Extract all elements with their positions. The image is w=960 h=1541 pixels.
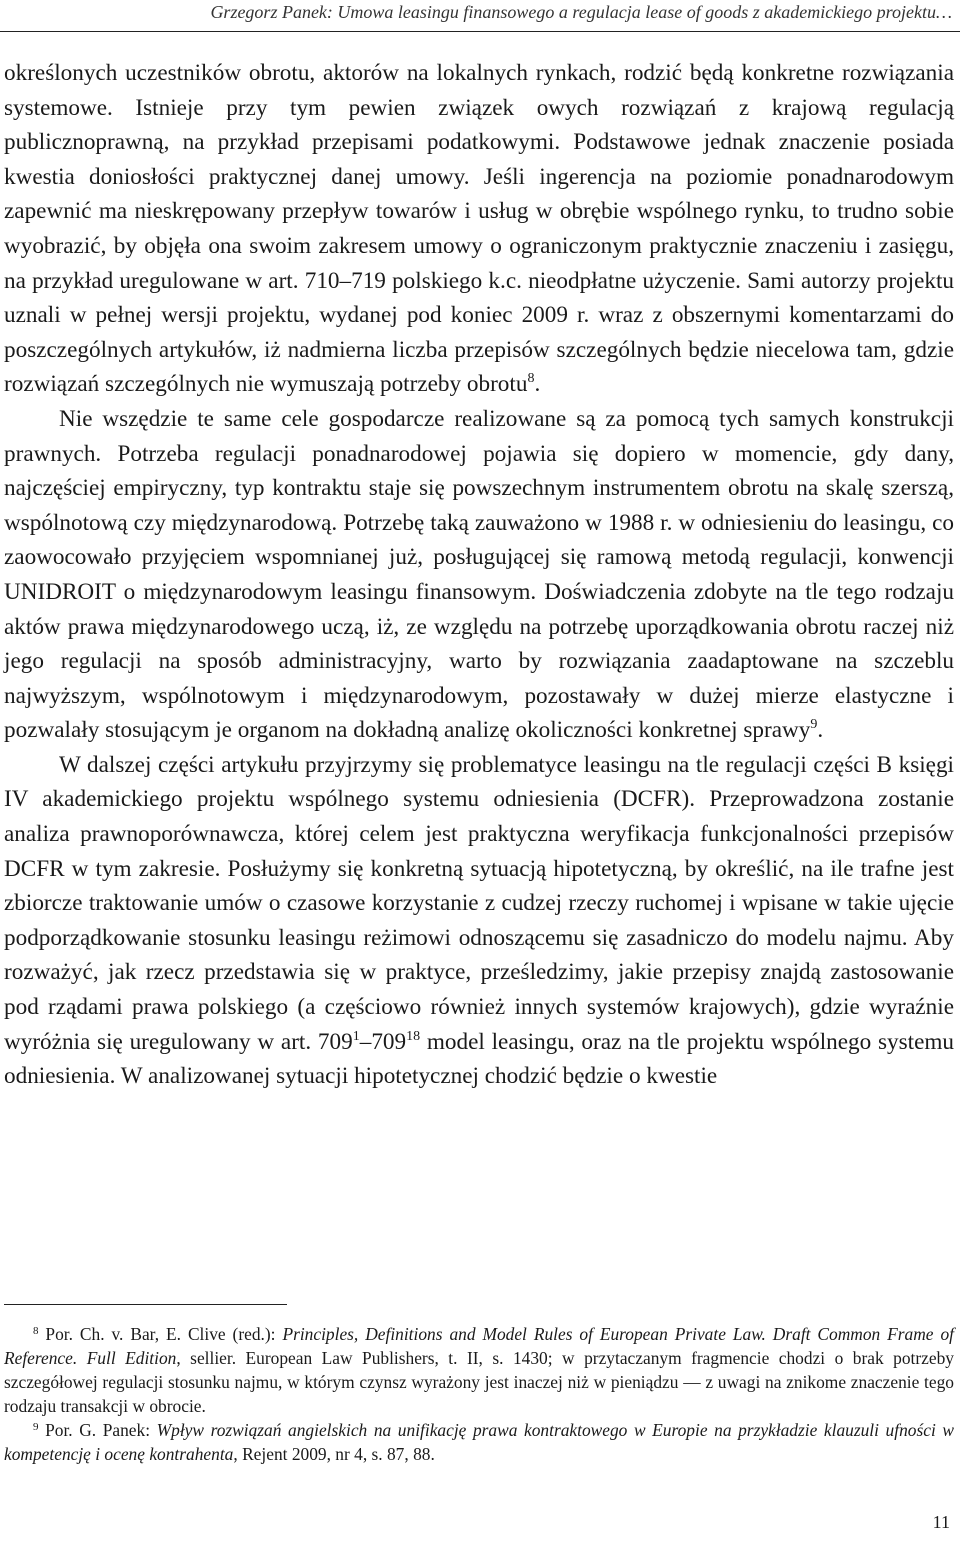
- body-text: [4, 56, 954, 1094]
- paragraph-2-text: Nie wszędzie te same cele gospodarcze realizowane są za pomocą tych samych konstrukcji prawnych. Potrzeba regulacji ponadnarodowej pojawia się dopiero w momencie, gdy dany, najczęściej empiryczny, typ kontraktu staje się powszechnym instrumentem obrotu na skalę szerszą, wspólnotową czy międzynarodową. Potrzebę taką zauważono w 1988 r. w odniesieniu do leasingu, co zaowocowało przyjęciem wspomnianej już, posługującej się ramową metodą regulacji, konwencji UNIDROIT o międzynarodowym leasingu finansowym. Doświadczenia zdobyte na tle tego rodzaju aktów prawa międzynarodowego uczą, iż, ze względu na potrzebę uporządkowania obrotu raczej niż jego regulacji na sposób administracyjny, warto by rozwiązania zaadaptowane na szczeblu najwyższym, wspólnotowym i międzynarodowym, pozostawały w dużej mierze elastyczne i pozwalały stosującym je organom na dokładną analizę okoliczności konkretnej sprawy: [4, 405, 954, 744]
- article-superscript-1: 1: [352, 1028, 360, 1044]
- paragraph-1-end: .: [534, 371, 541, 398]
- running-header: Grzegorz Panek: Umowa leasingu finansowego a regulacja lease of goods z akademickiego projektu…: [210, 2, 952, 22]
- footnote-rule: [4, 1304, 287, 1305]
- footnote-9: [4, 1418, 954, 1466]
- footnote-ref-8[interactable]: 8: [527, 371, 535, 387]
- footnote-8-text-end: , sellier. European Law Publishers, t. II, s. 1430; w przytaczanym fragmencie chodzi o brak potrzeby szczegółowej regulacji stosunku najmu, w którym czynsz wyrażony jest inaczej niż w pieniądzu — z uwagi na znikome znaczenie tego rodzaju transakcji w obrocie.: [4, 1348, 954, 1416]
- paragraph-3-end: model leasingu, oraz na tle projektu wspólnego systemu odniesienia. W analizowanej sytuacji hipotetycznej chodzić będzie o kwestie: [4, 1028, 954, 1090]
- footnote-9-text-end: , Rejent 2009, nr 4, s. 87, 88.: [233, 1444, 435, 1464]
- footnote-8-title: Principles, Definitions and Model Rules of European Private Law. Draft Common Frame of Reference. Full Edition: [4, 1324, 954, 1368]
- paragraph-3: [4, 748, 954, 1094]
- article-range-dash: –709: [359, 1028, 407, 1055]
- header-rule: [0, 31, 960, 32]
- footnote-8: [4, 1322, 954, 1418]
- paragraph-2: [4, 402, 954, 748]
- page-number: 11: [932, 1512, 950, 1532]
- paragraph-1-text: określonych uczestników obrotu, aktorów na lokalnych rynkach, rodzić będą konkretne rozwiązania systemowe. Istnieje przy tym pewien związek owych rozwiązań z krajową regulacją publicznoprawną, na przykład przepisami podatkowymi. Podstawowe jednak znaczenie posiada kwestia doniosłości praktycznej danej umowy. Jeśli ingerencja na poziomie ponadnarodowym zapewnić ma nieskrępowany przepływ towarów i usług w obrębie wspólnego rynku, to trudno sobie wyobrazić, by objęła ona swoim zakresem umowy o ograniczonym praktycznie znaczeniu i zasięgu, na przykład uregulowane w art. 710–719 polskiego k.c. nieodpłatne użyczenie. Sami autorzy projektu uznali w pełnej wersji projektu, wydanej pod koniec 2009 r. wraz z obszernymi komentarzami do poszczególnych artykułów, iż nadmierna liczba przepisów szczególnych będzie niecelowa tam, gdzie rozwiązań szczególnych nie wymuszają potrzeby obrotu: [4, 60, 954, 398]
- footnote-ref-9[interactable]: 9: [810, 717, 818, 733]
- footnote-8-number: 8: [33, 1325, 39, 1337]
- paragraph-1: [4, 56, 954, 402]
- footnote-9-number: 9: [33, 1421, 39, 1433]
- footnote-9-title: Wpływ rozwiązań angielskich na unifikację prawa kontraktowego w Europie na przykładzie klauzuli ufności w kompetencję i ocenę kontrahenta: [4, 1420, 954, 1464]
- footnote-9-text-start: Por. G. Panek:: [38, 1420, 157, 1440]
- paragraph-3-text: W dalszej części artykułu przyjrzymy się problematyce leasingu na tle regulacji części B księgi IV akademickiego projektu wspólnego systemu odniesienia (DCFR). Przeprowadzona zostanie analiza prawnoporównawcza, której celem jest praktyczna weryfikacja funkcjonalności przepisów DCFR w tym zakresie. Posłużymy się konkretną sytuacją hipotetyczną, by określić, na ile trafne jest zbiorcze traktowanie umów o czasowe korzystanie z cudzej rzeczy ruchomej i wpisane w takie ujęcie podporządkowanie stosunku leasingu reżimowi odnoszącemu się zasadniczo do modelu najmu. Aby rozważyć, jak rzecz przedstawia się w praktyce, prześledzimy, jakie przepisy znajdą zastosowanie pod rządami prawa polskiego (a częściowo również innych systemów krajowych), gdzie wyraźnie wyróżnia się uregulowany w art. 709: [4, 751, 954, 1055]
- footnote-8-text-start: Por. Ch. v. Bar, E. Clive (red.):: [38, 1324, 283, 1344]
- article-superscript-18: 18: [406, 1028, 421, 1044]
- footnotes: [4, 1322, 954, 1466]
- paragraph-2-end: .: [817, 717, 824, 744]
